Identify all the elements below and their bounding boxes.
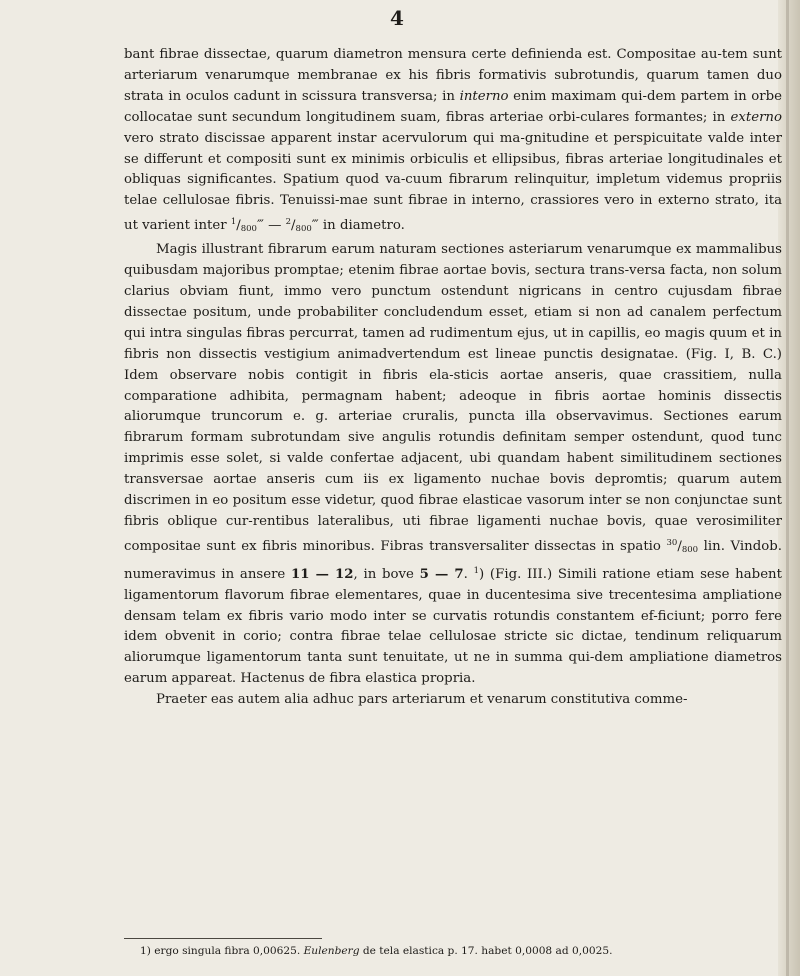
text-segment: 1) ergo singula fibra 0,00625. xyxy=(140,945,304,957)
text-segment: 5 — 7 xyxy=(419,566,464,582)
text-segment: ) (Fig. III.) Simili ratione etiam sese habent ligamentorum flavorum fibrae elementares, quae in ducentesima sive trecentesima ampliatione densam telam ex fibris vario modo inter se curvatis rotundis constantem ef-ficiunt; porro fere idem obvenit in corio; contra fibrae telae cellulosae stricte sic dictae, tendinum reliquarum aliorumque ligamentorum tanta sunt tenuitate, ut ne in summa qui-dem ampliatione diametros earum appareat. Hactenus de fibra elastica propria. xyxy=(124,566,782,687)
footnote-separator xyxy=(124,938,322,939)
text-segment: 11 — 12 xyxy=(291,566,354,582)
text-segment: / xyxy=(291,218,296,234)
text-segment: 30 xyxy=(666,537,678,548)
text-segment: Magis illustrant fibrarum earum naturam sectiones asteriarum venarumque ex mammalibus quibusdam majoribus promptae; etenim fibrae aortae bovis, sectura trans-versa facta, non solum clarius obviam fiunt, immo vero punctum ostendunt nigricans in centro cujusdam fibrae dissectae positum, unde probabiliter concludendum esset, etiam si non ad canalem perfectum qui intra singulas fibras percurrat, tamen ad rudimentum ejus, ut in capillis, eo magis quum et in fibris non dissectis vestigium animadvertendum est lineae punctis designatae. (Fig. I, B. C.) Idem observare nobis contigit in fibris ela-sticis aortae anseris, quae crassitiem, nulla comparatione adhibita, permagnam habent; adeoque in fibris aortae hominis dissectis aliorumque truncorum e. g. arteriae cruralis, puncta illa observavimus. Sectiones earum fibrarum formam subrotundam sive angulis rotundis definitam semper ostendunt, quod tunc imprimis esse solet, si valde confertae adjacent, ubi quandam habent similitudinem sectiones transversae aortae anseris cum iis ex ligamento nuchae bovis depromtis; quarum autem discrimen in eo positum esse videtur, quod fibrae elasticae vasorum inter se non conjunctae sunt fibris oblique cur-rentibus lateralibus, uti fibrae ligamenti nuchae bovis, quae verosimiliter compositae sunt ex fibris minoribus. Fibras transversaliter dissectas in spatio xyxy=(124,242,782,554)
text-segment: de tela elastica p. 17. habet 0,0008 ad 0,0025. xyxy=(359,945,613,957)
text-segment: 2 xyxy=(285,217,292,228)
text-segment: . xyxy=(463,566,474,582)
paragraph-p2 xyxy=(124,240,782,690)
text-segment: externo xyxy=(730,109,782,125)
text-segment: 1 xyxy=(230,217,237,228)
text-segment: 800 xyxy=(295,224,312,235)
footnote xyxy=(140,944,780,958)
text-segment: , in bove xyxy=(353,566,420,582)
text-segment: enim maximam qui-dem partem in orbe collocatae sunt secundum longitudinem suam, fibras arteriae orbi-culares formantes; in xyxy=(124,88,782,125)
page-number: 4 xyxy=(390,6,404,30)
text-segment: 800 xyxy=(681,544,699,555)
text-segment: interno xyxy=(459,88,509,104)
body-text xyxy=(124,45,782,711)
paragraph-p1 xyxy=(124,45,782,240)
text-segment: lin. Vindob. numeravimus in ansere xyxy=(124,538,782,582)
text-segment: 800 xyxy=(240,224,257,235)
text-segment: / xyxy=(236,218,241,234)
text-segment: ‴ in diametro. xyxy=(311,218,405,234)
text-segment: Eulenberg xyxy=(303,945,360,957)
text-segment: 1 xyxy=(473,565,480,576)
text-segment: vero strato discissae apparent instar acervulorum qui ma-gnitudine et perspicuitate valde inter se differunt et compositi sunt ex minimis orbiculis et ellipsibus, fibras arteriae longitudinales et obliquas significantes. Spatium quod va-cuum fibrarum relinquitur, impletum videmus propriis telae cellulosae fibris. Tenuissi-mae sunt fibrae in interno, crassiores vero in externo strato, ita ut varient inter xyxy=(124,130,782,234)
text-segment: bant fibrae dissectae, quarum diametron mensura certe definienda est. Compositae au-tem sunt arteriarum venarumque membranae ex his fibris formativis subrotundis, quarum tamen duo strata in oculos cadunt in scissura transversa; in xyxy=(124,47,782,104)
text-segment: Praeter eas autem alia adhuc pars arteriarum et venarum constitutiva comme- xyxy=(156,692,688,708)
text-segment: ‴ — xyxy=(256,218,286,234)
text-segment: / xyxy=(677,538,682,554)
paragraph-p3 xyxy=(124,690,782,711)
